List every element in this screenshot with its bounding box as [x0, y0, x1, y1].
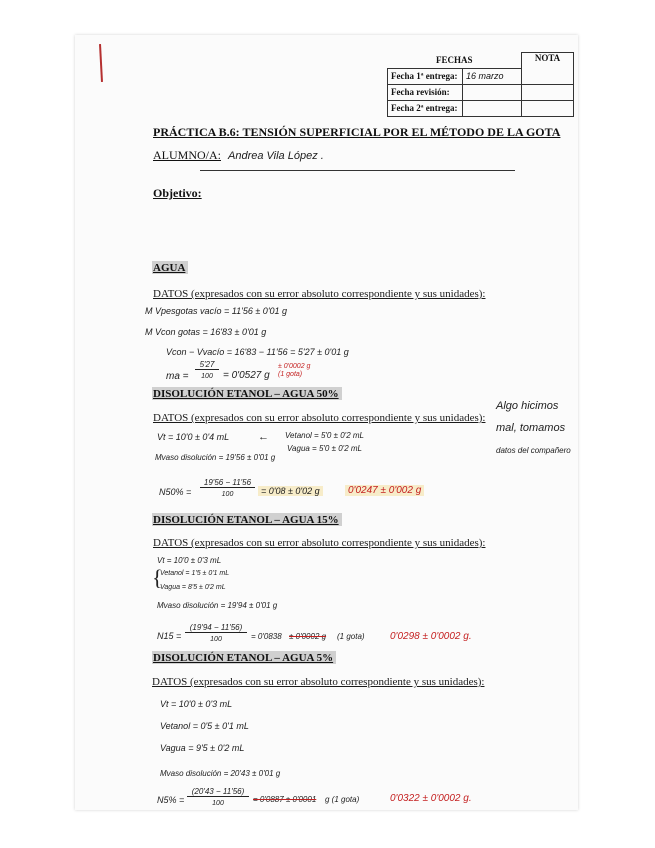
- agua-line: Vcon − Vvacío = 16'83 − 11'56 = 5'27 ± 0'01 g: [166, 347, 349, 357]
- etanol15-n-correction: 0'0298 ± 0'0002 g.: [390, 631, 472, 642]
- etanol50-mvaso: Mvaso disolución = 19'56 ± 0'01 g: [155, 453, 276, 462]
- margin-note: datos del compañero: [496, 446, 571, 455]
- etanol5-n-lhs: N5% =: [157, 795, 185, 805]
- fechas-table: [387, 52, 574, 117]
- etanol50-heading: DISOLUCIÓN ETANOL – AGUA 50%: [152, 387, 342, 400]
- page-title: PRÁCTICA B.6: TENSIÓN SUPERFICIAL POR EL MÉTODO DE LA GOTA: [153, 125, 561, 139]
- etanol50-n-denominator: 100: [221, 491, 234, 498]
- alumno-name: Andrea Vila López .: [228, 150, 324, 162]
- brace-icon: {: [152, 565, 163, 590]
- etanol5-vt: Vt = 10'0 ± 0'3 mL: [160, 699, 233, 709]
- nota-cell: [522, 100, 574, 116]
- etanol5-n-correction: 0'0322 ± 0'0002 g.: [390, 793, 472, 804]
- fecha-value: 16 marzo: [463, 68, 522, 84]
- etanol15-n-gota: (1 gota): [337, 632, 365, 641]
- nota-cell: [522, 84, 574, 100]
- agua-line: M Vpesgotas vacío = 11'56 ± 0'01 g: [145, 306, 288, 316]
- agua-datos-label: DATOS (expresados con su error absoluto correspondiente y sus unidades):: [153, 288, 486, 300]
- nota-header: NOTA: [522, 53, 574, 85]
- etanol15-n-result: = 0'0838: [251, 632, 282, 641]
- etanol5-mvaso: Mvaso disolución = 20'43 ± 0'01 g: [160, 769, 281, 778]
- etanol5-n-result: g (1 gota): [325, 795, 360, 804]
- fecha-value: [463, 84, 522, 100]
- etanol50-n-numerator: 19'56 − 11'56: [200, 478, 255, 488]
- etanol5-datos-label: DATOS (expresados con su error absoluto correspondiente y sus unidades):: [152, 676, 485, 688]
- ma-correction: ± 0'0002 g (1 gota): [278, 363, 311, 378]
- etanol15-n-denominator: 100: [210, 636, 222, 643]
- etanol5-n-numerator: (20'43 − 11'56): [187, 787, 249, 797]
- etanol15-mvaso: Mvaso disolución = 19'94 ± 0'01 g: [157, 601, 278, 610]
- etanol50-datos-label: DATOS (expresados con su error absoluto correspondiente y sus unidades):: [153, 412, 486, 424]
- etanol5-vetanol: Vetanol = 0'5 ± 0'1 mL: [160, 721, 249, 731]
- agua-heading: AGUA: [152, 261, 188, 274]
- agua-line: M Vcon gotas = 16'83 ± 0'01 g: [145, 327, 267, 337]
- fecha-label: Fecha 2ª entrega:: [388, 100, 463, 116]
- etanol15-heading: DISOLUCIÓN ETANOL – AGUA 15%: [152, 513, 342, 526]
- name-underline: [200, 170, 515, 171]
- fechas-header: FECHAS: [388, 53, 522, 69]
- document-page: [75, 35, 578, 810]
- margin-mark: [99, 44, 103, 82]
- etanol5-n-strike: = 0'0887 ± 0'0001: [253, 795, 317, 804]
- objetivo-heading: Objetivo:: [153, 186, 202, 200]
- margin-note: mal, tomamos: [496, 422, 566, 434]
- ma-lhs: ma =: [166, 371, 189, 382]
- etanol50-vetanol: Vetanol = 5'0 ± 0'2 mL: [285, 431, 364, 440]
- arrow-icon: ←: [258, 431, 269, 443]
- etanol15-vetanol: Vetanol = 1'5 ± 0'1 mL: [160, 570, 230, 577]
- fecha-label: Fecha revisión:: [388, 84, 463, 100]
- etanol5-n-denominator: 100: [212, 800, 224, 807]
- etanol50-n-lhs: N50% =: [159, 487, 192, 497]
- etanol50-n-result: = 0'08 ± 0'02 g: [258, 486, 323, 496]
- etanol15-datos-label: DATOS (expresados con su error absoluto correspondiente y sus unidades):: [153, 537, 486, 549]
- etanol50-n-correction: 0'0247 ± 0'002 g: [345, 485, 424, 496]
- alumno-label: ALUMNO/A:: [153, 148, 221, 162]
- etanol5-heading: DISOLUCIÓN ETANOL – AGUA 5%: [152, 651, 336, 664]
- etanol15-vt: Vt = 10'0 ± 0'3 mL: [157, 556, 222, 565]
- etanol50-vagua: Vagua = 5'0 ± 0'2 mL: [287, 444, 362, 453]
- ma-denominator: 100: [201, 373, 213, 380]
- etanol50-vt: Vt = 10'0 ± 0'4 mL: [157, 432, 230, 442]
- ma-result: = 0'0527 g: [223, 370, 270, 381]
- ma-numerator: 5'27: [195, 360, 219, 370]
- fecha-label: Fecha 1ª entrega:: [388, 68, 463, 84]
- etanol15-n-numerator: (19'94 − 11'56): [185, 623, 247, 633]
- etanol15-n-strike: ± 0'0002 g: [289, 632, 327, 641]
- etanol5-vagua: Vagua = 9'5 ± 0'2 mL: [160, 743, 245, 753]
- etanol15-vagua: Vagua = 8'5 ± 0'2 mL: [160, 584, 226, 591]
- fecha-value: [463, 100, 522, 116]
- margin-note: Algo hicimos: [496, 400, 559, 412]
- etanol15-n-lhs: N15 =: [157, 631, 182, 641]
